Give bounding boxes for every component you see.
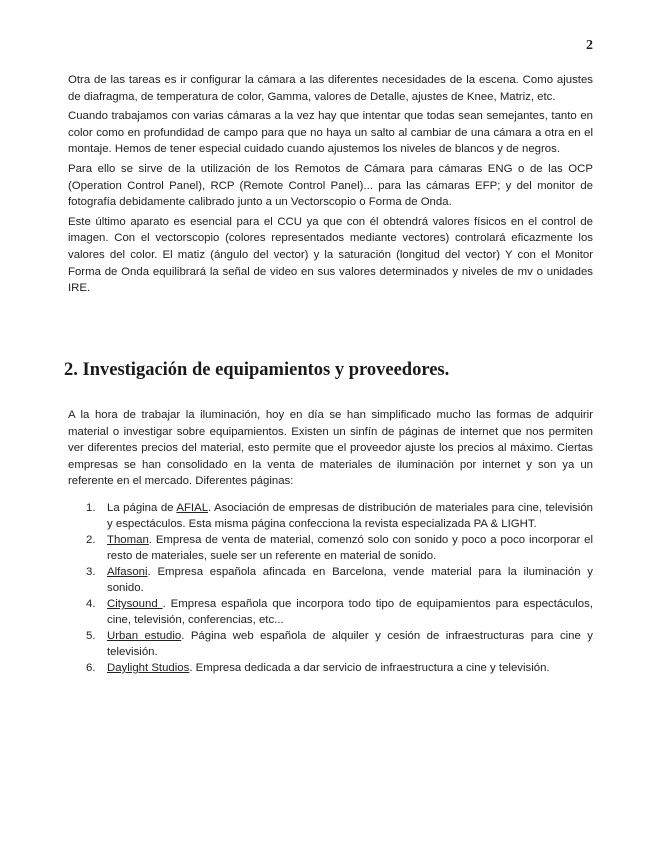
list-item: [68, 500, 593, 532]
suppliers-intro: [68, 407, 593, 493]
list-description: . Página web española de alquiler y cesión de infraestructuras para cine y televisión.: [107, 630, 593, 658]
list-prefix: La página de: [107, 502, 177, 514]
section-heading: 2. Investigación de equipamientos y proveedores.: [64, 360, 450, 380]
paragraph-multiple-cameras: Cuando trabajamos con varias cámaras a la vez hay que intentar que todas sean semejantes, tanto en color como en profundidad de campo para que no haya un salto al cambiar de una cámara a otra en el montaje. Hemos de tener especial cuidado cuando ajustemos los niveles de blancos y de negros.: [68, 110, 593, 156]
list-description: . Empresa española afincada en Barcelona, vende material para la iluminación y sonido.: [107, 566, 593, 594]
list-item: [68, 532, 593, 564]
list-number: 1.: [86, 502, 96, 514]
paragraph-vectorscope: Este último aparato es esencial para el CCU ya que con él obtendrá valores físicos en el control de imagen. Con el vectorscopio (colores representados mediante vectores) controlará eficazmente los valores del color. El matiz (ángulo del vector) y la saturación (longitud del vector) Y con el Monitor Forma de Onda equilibrará la señal de video en sus valores determinados y niveles de mv o unidades IRE.: [68, 215, 593, 295]
list-item: [68, 564, 593, 596]
list-number: 4.: [86, 598, 96, 610]
supplier-link-urban-estudio[interactable]: Urban estudio: [107, 630, 182, 642]
list-description: . Asociación de empresas de distribución de materiales para cine, televisión y espectáculos. Esta misma página confecciona la revista especializada PA & LIGHT.: [107, 502, 593, 530]
page-number: 2: [586, 38, 593, 53]
list-item: [68, 660, 593, 676]
list-number: 3.: [86, 566, 96, 578]
list-number: 2.: [86, 534, 96, 546]
supplier-link-citysound[interactable]: Citysound: [107, 598, 163, 610]
camera-setup-section: [68, 72, 593, 300]
supplier-list: [68, 500, 593, 676]
paragraph-remote-control: Para ello se sirve de la utilización de los Remotos de Cámara para cámaras ENG o de las OCP (Operation Control Panel), RCP (Remote Control Panel)... para las cámaras EFP; y del monitor de fotografía debidamente calibrado junto a un Vectorscopio o Forma de Onda.: [68, 162, 593, 209]
list-description: . Empresa dedicada a dar servicio de infraestructura a cine y televisión.: [189, 662, 550, 674]
paragraph-camera-adjustments: Otra de las tareas es ir configurar la cámara a las diferentes necesidades de la escena. Como ajustes de diafragma, de temperatura de color, Gamma, valores de Detalle, ajustes de Knee, Matriz, etc.: [68, 74, 593, 103]
list-item: [68, 596, 593, 628]
supplier-link-alfasoni[interactable]: Alfasoni: [107, 566, 148, 578]
supplier-link-daylight-studios[interactable]: Daylight Studios: [107, 662, 190, 674]
supplier-link-thoman[interactable]: Thoman: [107, 534, 149, 546]
list-description: . Empresa española que incorpora todo tipo de equipamientos para espectáculos, cine, televisión, conferencias, etc...: [107, 598, 593, 626]
paragraph-suppliers-intro: A la hora de trabajar la iluminación, hoy en día se han simplificado mucho las formas de adquirir material o investigar sobre equipamientos. Existen un sinfín de páginas de internet que nos permiten ver diferentes precios del material, esto permite que el proveedor ajuste los precios al máximo. Ciertas empresas se han consolidado en la venta de materiales de iluminación por internet y son ya un referente en el mercado. Diferentes páginas:: [68, 409, 593, 488]
list-description: . Empresa de venta de material, comenzó solo con sonido y poco a poco incorporar el resto de materiales, suele ser un referente en material de sonido.: [107, 534, 593, 562]
list-number: 5.: [86, 630, 96, 642]
list-number: 6.: [86, 662, 96, 674]
list-item: [68, 628, 593, 660]
supplier-link-afial[interactable]: AFIAL: [176, 502, 209, 514]
